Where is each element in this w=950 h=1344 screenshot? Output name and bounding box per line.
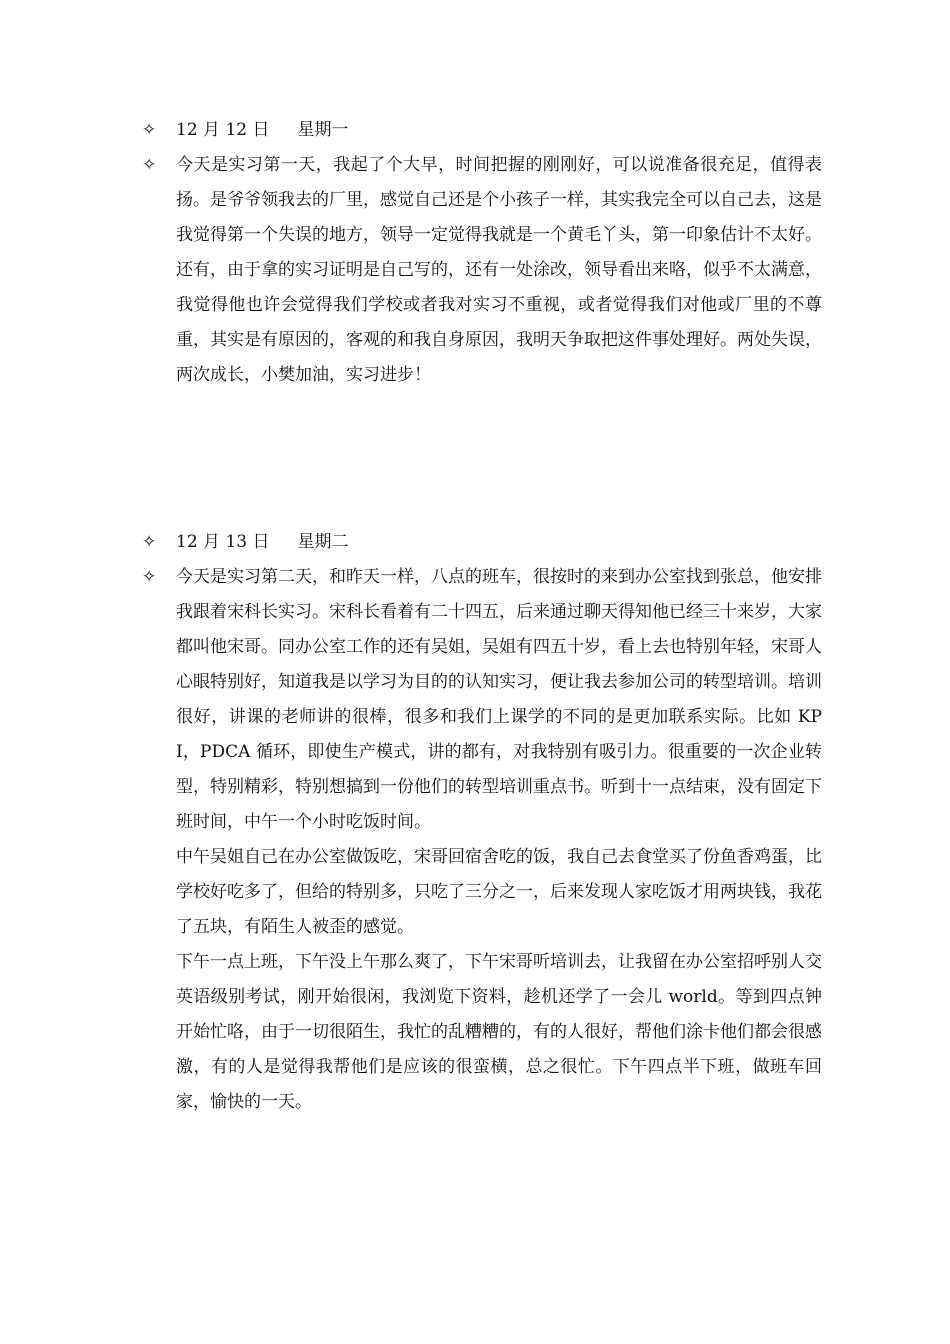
paragraph-text: 今天是实习第一天，我起了个大早，时间把握的刚刚好，可以说准备很充足，值得表扬。是爷爷领我去的厂里，感觉自己还是个小孩子一样，其实我完全可以自己去，这是我觉得第一个失误的地方，领导一定觉得我就是一个黄毛丫头，第一印象估计不太好。还有，由于拿的实习证明是自己写的，还有一处涂改，领导看出来咯，似乎不太满意，我觉得他也许会觉得我们学校或者我对实习不重视，或者觉得我们对他或厂里的不尊重，其实是有原因的，客观的和我自身原因，我明天争取把这件事处理好。两处失误，两次成长，小樊加油，实习进步！ [176, 155, 822, 385]
diamond-bullet-icon: ✧ [142, 120, 157, 140]
entry-date-row [142, 525, 822, 560]
entry-paragraph [142, 560, 822, 840]
entry-date: 12 月 13 日 [176, 532, 270, 552]
paragraph-text: 中午吴姐自己在办公室做饭吃，宋哥回宿舍吃的饭，我自己去食堂买了份鱼香鸡蛋，比学校好吃多了，但给的特别多，只吃了三分之一，后来发现人家吃饭才用两块钱，我花了五块，有陌生人被歪的感觉。 [176, 847, 822, 937]
paragraph-text: 今天是实习第二天，和昨天一样，八点的班车，很按时的来到办公室找到张总，他安排我跟着宋科长实习。宋科长看着有二十四五，后来通过聊天得知他已经三十来岁，大家都叫他宋哥。同办公室工作的还有吴姐，吴姐有四五十岁，看上去也特别年轻，宋哥人心眼特别好，知道我是以学习为目的的认知实习，便让我去参加公司的转型培训。培训很好，讲课的老师讲的很棒，很多和我们上课学的不同的是更加联系实际。比如 KPI，PDCA 循环，即使生产模式，讲的都有，对我特别有吸引力。很重要的一次企业转型，特别精彩，特别想搞到一份他们的转型培训重点书。听到十一点结束，没有固定下班时间，中午一个小时吃饭时间。 [176, 567, 822, 832]
entry-paragraph [142, 945, 822, 1120]
diamond-bullet-icon: ✧ [142, 532, 157, 552]
entry-weekday: 星期二 [297, 532, 349, 552]
paragraph-text: 下午一点上班，下午没上午那么爽了，下午宋哥听培训去，让我留在办公室招呼别人交英语级别考试，刚开始很闲，我浏览下资料，趁机还学了一会儿 world。等到四点钟开始忙咯，由于一切很陌生，我忙的乱糟糟的，有的人很好，帮他们涂卡他们都会很感激，有的人是觉得我帮他们是应该的很蛮横，总之很忙。下午四点半下班，做班车回家，愉快的一天。 [176, 952, 822, 1112]
diamond-bullet-icon: ✧ [142, 155, 157, 175]
entry-paragraph [142, 840, 822, 945]
diary-entry-1 [142, 113, 822, 393]
entry-date-row [142, 113, 822, 148]
diamond-bullet-icon: ✧ [142, 567, 157, 587]
entry-weekday: 星期一 [297, 120, 349, 140]
entry-paragraph [142, 148, 822, 393]
entry-date: 12 月 12 日 [176, 120, 270, 140]
diary-entry-2 [142, 525, 822, 1120]
